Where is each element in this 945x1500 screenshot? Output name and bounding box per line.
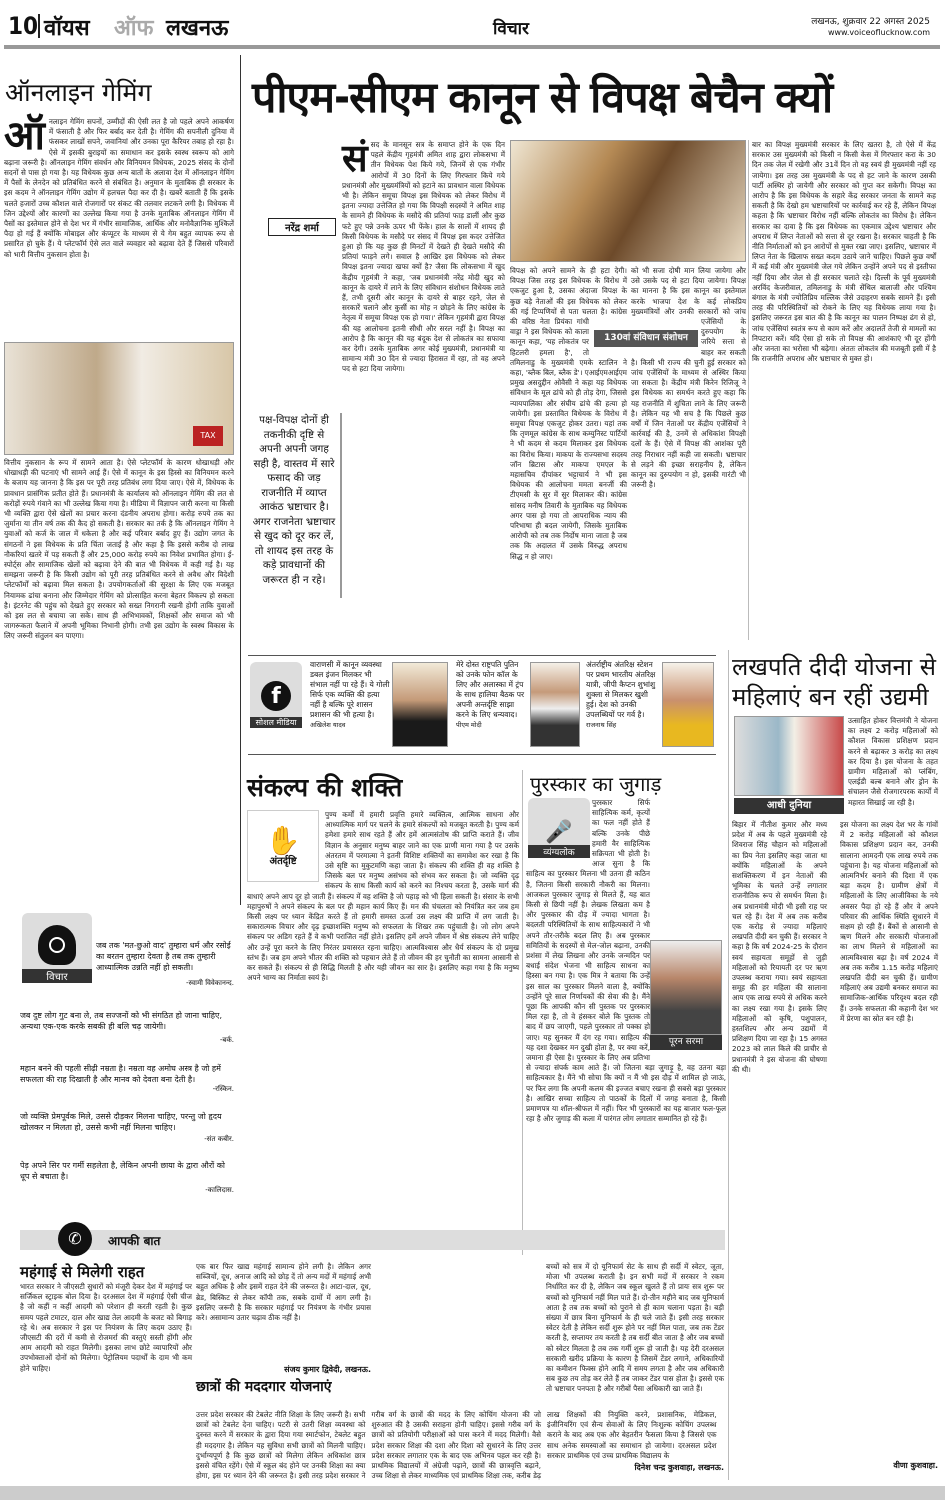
box-label: 130वां संविधान संशोधन	[604, 333, 688, 343]
author-photo	[650, 940, 722, 1035]
puraskar-title: पुरस्कार का जुगाड़	[530, 772, 662, 796]
column-divider	[728, 650, 729, 1480]
facebook-icon: f	[261, 681, 291, 711]
section-name: विचार	[493, 19, 530, 39]
post-rajnath	[586, 660, 714, 750]
gaming-article	[4, 113, 234, 342]
sankalp-title: संकल्प की शक्ति	[247, 773, 403, 802]
post-text	[310, 660, 390, 730]
lead-body-3: को भी सजा दोषी मान लिया जायेगा और उसे उसके पद से हटा दिया जायेगा। विपक्ष का मानना है कि इस कानून का इस्तेमाल करके भाजपा देश के कई लोकप्रिय मुख्यमंत्रियों और उनकी सरकारों को जांच एजेंसियों के दुरुपयोग के जरिये सत्ता से बाहर कर सकती है। किसी भी राज्य की चुनी हुई सरकार को जांच एजेंसियों के माध्यम से अस्थिर किया जा सकता है। केंद्रीय मंत्री किरेन रिजिजू ने इस विधेयक का समर्थन करते हुए कहा कि यह राजनीति में शुचिता लाने के लिए जरूरी है। लेकिन यह भी सच है कि पिछले कुछ वर्षों में जिन नेताओं पर केंद्रीय एजेंसियों ने कार्रवाई की है, उनमें से अधिकांश विपक्षी दलों के हैं। ऐसे में विपक्ष की आशंका पूरी तरह निराधार नहीं कही जा सकती। भ्रष्टाचार से लड़ने की इच्छा सराहनीय है, लेकिन कानून का दुरुपयोग न हो, इसकी गारंटी भी जरूरी है।	[631, 266, 746, 490]
tax-stamp-icon: TAX	[193, 426, 223, 446]
lead-col1	[342, 136, 505, 640]
letter-1-body: भारत सरकार ने जीएसटी सुधारों को मंजूरी देकर देश में महंगाई पर सर्जिकल स्ट्राइक बोल दिया है। दरअसल देश में महंगाई ऐसी चीज है जो कहीं न कहीं आदमी को परेशान ही करती रहती है। कुछ समय पहले टमाटर, दाल और खाद्य तेल आदमी के बजट को बिगाड़ रहे थे। अब सरकार ने इस पर नियंत्रण के लिए कदम उठाए हैं। जीएसटी की दरों में कमी से रोजमर्रा की वस्तुएं सस्ती होंगी और आम आदमी को राहत मिलेगी। इसका लाभ छोटे व्यापारियों और उपभोक्ताओं दोनों को मिलेगा। पेट्रोलियम पदार्थों के दाम भी कम होने चाहिए।	[20, 1282, 192, 1373]
lead-headline: पीएम-सीएम कानून से विपक्ष बेचैन क्यों	[252, 73, 833, 123]
social-media-badge	[250, 662, 302, 728]
masthead-rule	[4, 45, 940, 49]
pullquote-text: पक्ष-विपक्ष दोनों ही तकनीकी दृष्टि से अपनी अपनी जगह सही है, वास्तव में सारे फसाद की जड़ राजनीति में व्याप्त आकंठ भ्रष्टाचार है। अगर राजनेता भ्रष्टाचार से खुद को दूर कर लें, तो शायद इस तरह के कड़े प्रावधानों की जरूरत ही न रहे।	[252, 414, 336, 586]
post-author: अखिलेश यादव	[310, 721, 346, 729]
column-divider	[748, 140, 749, 640]
letter-2-title: छात्रों की मददगार योजनाएं	[196, 1379, 332, 1395]
quote-text: पेड़ अपने सिर पर गर्मी सहलेता है, लेकिन अपनी छाया के द्वारा औरों को धूप से बचाता है।	[20, 1161, 225, 1181]
website-link[interactable]: www.voiceoflucknow.com	[827, 28, 930, 37]
modi-photo	[530, 662, 580, 747]
quote-text: जब तक 'मत-छुओ वाद' तुम्हारा धर्म और रसोई का बरतन तुम्हारा देवता है तब तक तुम्हारी आध्यात्मिक उन्नति नहीं हो सकती।	[96, 941, 231, 972]
letter-1-col2	[196, 1262, 371, 1396]
letter-2-body-2: बच्चों को सत्र में दो यूनिफार्म सेट के साथ ही सर्दी में स्वेटर, जूता, मोजा भी उपलब्ध कराती है। इन सभी मदों में सरकार ने रकम निर्धारित कर दी है, लेकिन जब स्कूल खुलते हैं तो प्रायः सत्र शुरू पर बच्चों को यूनिफार्म नहीं मिल पाते हैं। दो-तीन महीने बाद जब यूनिफार्म आता है तब तक बच्चों को पुराने से ही काम चलाना पड़ता है। बड़ी संख्या में छात्र बिना यूनिफार्म के ही चले जाते हैं। इसी तरह सरकार स्वेटर देती है लेकिन सर्दी शुरू होने पर नहीं मिल पाता, जब तक टेंडर करती है, सप्लायर तय करती है तब सर्दी बीत जाता है और जब बच्चों को स्वेटर मिलता है तब तक गर्मी शुरू हो जाती है। यह देरी दरअसल सरकारी खरीद प्रक्रिया के कारण है जिसमें टेंडर लगाने, अधिकारियों का कमीशन फिक्स होने आदि में समय लगता है और जब अधिकारी सब कुछ तय तोड़ कर लेते हैं तब जाकर टेंडर पास होता है। इससे एक तो भ्रष्टाचार पनपता है और गरीबों पैसा अधिकारी खा जाते हैं।	[546, 1262, 724, 1394]
didi-headline-2: महिलाएं बन रहीं उद्यमी	[732, 683, 929, 711]
author-name: नरेंद्र शर्मा	[285, 223, 319, 234]
post-author: राजनाथ सिंह	[586, 721, 617, 729]
quote-1	[96, 940, 234, 988]
insight-badge	[247, 810, 319, 882]
hand-icon: ✋	[265, 823, 301, 857]
quote-text: महान बनने की पहली सीढ़ी नम्रता है। नम्रता वह अमोघ अस्त्र है जो हमें सफलता की राह दिखाती है और मानव को देवता बना देती है।	[20, 1064, 221, 1084]
column-divider	[522, 770, 523, 1255]
didi-headline-1: लखपति दीदी योजना से	[732, 653, 936, 681]
quote-author: -बर्क.	[219, 1036, 234, 1044]
author-caption: पूरन सरमा	[650, 1035, 722, 1050]
letter-1-body-2: एक बार फिर खाद्य महंगाई सामान्य होने लगी है। लेकिन अगर सब्जियों, दूध, अनाज आदि को छोड़ दें तो अन्य मदों में महंगाई अभी बहुत अधिक है और इसमें राहत देने की जरूरत है। आटा-दाल, दूध, ब्रेड, बिस्किट से लेकर कॉपी तक, सबके दामों में आग लगी है। इसलिए जरूरी है कि सरकार महंगाई पर नियंत्रण के गंभीर प्रयास करे। असामान्य उतार चढ़ाव ठीक नहीं है।	[196, 1262, 371, 1323]
author-box	[268, 218, 336, 236]
social-media-strip	[248, 655, 716, 755]
dateline: लखनऊ, शुक्रवार 22 अगस्त 2025	[811, 17, 930, 27]
letter-2-col4	[546, 1262, 724, 1473]
quote-author: -रस्किन.	[212, 1085, 234, 1093]
didi-col3	[840, 820, 938, 1480]
quote-author: -स्वामी विवेकानन्द.	[186, 979, 234, 987]
quote-2	[20, 1010, 234, 1045]
social-media-label: सोशल मीडिया	[250, 717, 302, 728]
letter-1-byline: संजय कुमार द्विवेदी, लखनऊ.	[284, 1365, 371, 1374]
satire-label: व्यंग्यलोक	[528, 845, 590, 858]
post-modi	[456, 660, 581, 750]
didi-body-3: इस योजना का लक्ष्य देश भर के गांवों में 2 करोड़ महिलाओं को कौशल विकास प्रशिक्षण प्रदान कर, उनकी सालाना आमदनी एक लाख रुपये तक पहुंचाना है। यह योजना महिलाओं को आत्मनिर्भर बनाने की दिशा में एक बड़ा कदम है। ग्रामीण क्षेत्रों में महिलाओं के लिए आजीविका के नये अवसर पैदा हो रहे हैं और वे अपने परिवार की आर्थिक स्थिति सुधारने में सक्षम हो रही हैं। बैंकों से आसानी से ऋण मिलने और सरकारी योजनाओं का लाभ मिलने से महिलाओं का आत्मविश्वास बढ़ा है। वर्ष 2024 में अब तक करीब 1.15 करोड़ महिलाएं लखपति दीदी बन चुकी हैं। ग्रामीण महिलाएं अब उद्यमी बनकर समाज का सामाजिक-आर्थिक परिदृश्य बदल रही हैं। उनके सफलता की कहानी देश भर में प्रेरणा का स्रोत बन रही है।	[840, 820, 938, 1023]
letter-2-body: उत्तर प्रदेश सरकार की टेबलेट नीति शिक्षा के लिए जरूरी है। सभी छात्रों को टेबलेट देना चाहिए। पटरी से उतरी शिक्षा व्यवस्था को दुरुस्त करने में सरकार के द्वारा दिया गया स्मार्टफोन, टेबलेट बहुत ही मददगार है। लेकिन यह सुविधा सभी छात्रों को मिलनी चाहिए। दुर्भाग्यपूर्ण है कि कुछ छात्रों को मिलेगा लेकिन अधिकांश छात्र इससे वंचित रहेंगे। ऐसे में स्कूल बंद होने पर उनकी शिक्षा का क्या होगा, इस पर ध्यान देने की जरूरत है। इसी तरह प्रदेश सरकार ने गरीब वर्ग के छात्रों की मदद के लिए कोचिंग योजना की जो शुरुआत की है उसकी सराहना होनी चाहिए। इससे गरीब वर्ग के छात्रों को प्रतियोगी परीक्षाओं को पास करने में मदद मिलेगी। वैसे प्रदेश सरकार शिक्षा की दशा और दिशा को सुधारने के लिए उत्तर प्रदेश सरकार लगातार एक के बाद एक अभिनव पहल कर रही है। प्राथमिक विद्यालयों में अंग्रेजी पढ़ाने, छात्रों की छात्रवृत्ति बढ़ाने, उच्च शिक्षा से लेकर माध्यमिक एवं प्राथमिक शिक्षा तक, करीब डेढ़ लाख शिक्षकों की नियुक्ति करने, प्रशासनिक, मेडिकल, इंजीनियरिंग एवं सैन्य सेवाओं के लिए निःशुल्क कोचिंग उपलब्ध कराने के बाद अब एक और बेहतरीन फैसला किया है जिससे एक साथ अनेक समस्याओं का समाधान हो जायेगा। दरअसल प्रदेश सरकार प्राथमिक एवं उच्च प्राथमिक विद्यालय के	[196, 1410, 717, 1481]
page-number: 10	[8, 12, 39, 40]
didi-body-1: उत्साहित होकर वित्तमंत्री ने योजना का लक्ष्य 2 करोड़ महिलाओं को कौशल विकास प्रशिक्षण प्रदान करने से बढ़ाकर 3 करोड़ का लक्ष्य कर दिया है। इस योजना के तहत ग्रामीण महिलाओं को प्लंबिंग, एलईडी बल्ब बनाने और ड्रोन के संचालन जैसे रोजगारपरक कार्यों में महारत सिखाई जा रही है।	[848, 716, 938, 807]
podium-icon: 🎤	[545, 820, 573, 845]
sankalp-article	[247, 810, 519, 1255]
quote-text: जो व्यक्ति प्रेमपूर्वक मिले, उससे दौड़कर मिलना चाहिए, परन्तु जो हृदय खोलकर न मिलता हो, उससे कभी नहीं मिलना चाहिए।	[20, 1112, 222, 1132]
lead-body-2: विपक्ष को अपने सामने के ही हटा देगी। विपक्ष जिस तरह इस विधेयक के विरोध में एकजुट हुआ है, उसका अंदाजा विपक्ष के कुछ बड़े नेताओं की इस विधेयक को लेकर की गई टिप्पणियों से पता चलता है। कांग्रेस की वरिष्ठ नेता प्रियंका गांधी वाड्रा ने इस विधेयक को काला कानून कहा, 'यह लोकतंत्र पर हिटलरी हमला है', तो तमिलनाडु के मुख्यमंत्री एमके स्टालिन ने कहा, 'ब्लैक बिल, ब्लैक डे'। एआईएमआईएम प्रमुख असदुद्दीन ओवैसी ने कहा यह विधेयक संविधान के मूल ढांचे को ही तोड़ देगा, जिससे न्यायपालिका और संघीय ढांचे की हत्या हो जायेगी। इस प्रस्तावित विधेयक के विरोध में समूचा विपक्ष एकजुट होकर उतरा। यहां तक कि तृणमूल कांग्रेस के साथ कम्युनिस्ट पार्टियों ने भी कदम से कदम मिलाकर इस विधेयक का विरोध किया। माकपा के राज्यसभा सदस्य जॉन ब्रिटास और माकपा एमएल के महासचिव दीपांकर भट्टाचार्य ने भी इस विधेयक की आलोचना ममता बनर्जी की टीएमसी के सुर में सुर मिलाकर की। कांग्रेस सांसद मनीष तिवारी के मुताबिक यह विधेयक अगर पास हो गया तो आपराधिक न्याय की परिभाषा ही बदल जायेगी, जिसके मुताबिक आरोपी को तब तक निर्दोष माना जाता है जब तक कि अदालत में उसके विरुद्ध अपराध सिद्ध न हो जाए।	[510, 266, 627, 561]
letters-banner-label: आपकी बात	[108, 1234, 161, 1248]
quote-5	[20, 1160, 234, 1195]
gaming-body-2: वित्तीय नुकसान के रूप में सामने आता है। ऐसे प्लेटफॉर्म के कारण धोखाधड़ी और धोखाधड़ी की घटनाएं भी सामने आई हैं। ऐसे में कानून के इस हिस्से का विनियमन करने के बजाय यह जानना है कि इस पर पूरी तरह प्रतिबंध लगा दिया जाए। ऐसे में, विधेयक के प्रावधान प्रासंगिक प्रतीत होते हैं। प्रधानमंत्री के कार्यालय को ऑनलाइन गेमिंग की लत से करोड़ों रुपये गंवाने का भी उल्लेख किया गया है। मीडिया में विज्ञापन जारी करना या किसी भी व्यक्ति द्वारा ऐसे खेलों का प्रचार करना दंडनीय अपराध होगा। करोड़ रुपये तक का जुर्माना या तीन वर्ष तक की कैद हो सकती है। सरकार का तर्क है कि ऑनलाइन गेमिंग ने युवाओं को कर्ज के जाल में धकेला है और कई परिवार बर्बाद हुए हैं। उद्योग जगत के संगठनों ने इस विधेयक के प्रति चिंता जताई है और कहा है कि इससे करीब दो लाख नौकरियां खतरे में पड़ सकती हैं और 25,000 करोड़ रुपये का निवेश प्रभावित होगा। ई-स्पोर्ट्स और सामाजिक खेलों को बढ़ावा देने की बात भी विधेयक में कही गई है। यह समझना जरूरी है कि किसी उद्योग को पूरी तरह प्रतिबंधित करने से अवैध और विदेशी प्लेटफॉर्मों को बढ़ावा मिल सकता है। उपयोगकर्ताओं की सुरक्षा के लिए एक मजबूत नियामक ढांचा बनाना और जिम्मेदार गेमिंग को प्रोत्साहित करना बेहतर विकल्प हो सकता है। इंटरनेट की पहुंच को देखते हुए सरकार को सख्त निगरानी रखनी होगी ताकि युवाओं को इस लत से बचाया जा सके। साथ ही अभिभावकों, शिक्षकों और समाज को भी जागरूकता फैलाने में अपनी भूमिका निभानी होगी। तभी इस उद्योग के स्वस्थ विकास के लिए जरूरी संतुलन बन पाएगा।	[4, 458, 234, 641]
didi-body-2: बिहार में नीतीश कुमार और मध्य प्रदेश में अब के पहले मुख्यमंत्री रहे शिवराज सिंह चौहान को महिलाओं का प्रिय नेता इसलिए कहा जाता था क्योंकि महिलाओं के अपने सशक्तिकरण में इन नेताओं की भूमिका के चलते उन्हें लगातार राजनीतिक रूप से समर्थन मिला है। अब प्रधानमंत्री मोदी भी इसी राह पर चल रहे हैं। देश में अब तक करीब एक करोड़ से ज्यादा महिलाएं लखपति दीदी बन चुकी हैं। सरकार ने कहा है कि वर्ष 2024-25 के दौरान स्वयं सहायता समूहों से जुड़ी महिलाओं को रियायती दर पर ऋण उपलब्ध कराया गया। स्वयं सहायता समूह की हर महिला की सालाना आय एक लाख रुपये से अधिक करने का लक्ष्य रखा गया है। इसके लिए महिलाओं को कृषि, पशुपालन, हस्तशिल्प और अन्य उद्यमों में प्रशिक्षण दिया जा रहा है। 15 अगस्त 2023 को लाल किले की प्राचीर से प्रधानमंत्री ने इस योजना की घोषणा की थी।	[732, 820, 827, 1074]
lead-body-1: सद के मानसून सत्र के समाप्त होने के एक दिन पहले केंद्रीय गृहमंत्री अमित शाह द्वारा लोकसभा में तीन विधेयक पेश किये गये, जिनमें से एक गंभीर आरोपों में 30 दिनों के लिए गिरफ्तार किये गये प्रधानमंत्री और मुख्यमंत्रियों को हटाने का प्रावधान वाला विधेयक भी है। लेकिन समूचा विपक्ष इस विधेयक को लेकर विरोध में इतना ज्यादा उत्तेजित हो गया कि विपक्षी सदस्यों ने अमित शाह के सामने ही विधेयक के मसौदे की प्रतियां फाड़ डालीं और कुछ फटे हुए पन्ने उनके ऊपर भी फेंके। हाल के सालों में शायद ही किसी विधेयक के मसौदे पर संसद में विपक्ष इस कदर उत्तेजित हुआ हो कि यह कुछ ही मिनटों में देखते ही देखते मसौदे की प्रतियां फाड़ने लगे। सवाल है आखिर इस विधेयक को लेकर विपक्ष इतना ज्यादा खफा क्यों है? जैसा कि लोकसभा में खुद केंद्रीय गृहमंत्री ने कहा, 'जब प्रधानमंत्री नरेंद्र मोदी खुद को कानून के दायरे में लाने के लिए संविधान संशोधन विधेयक लाते हैं, तभी दूसरी ओर कानून के दायरे से बाहर रहने, जेल से सरकारें चलाने और कुर्सी का मोह न छोड़ने के लिए कांग्रेस के नेतृत्व में समूचा विपक्ष एक हो गया।' लेकिन गृहमंत्री द्वारा विपक्ष की यह आलोचना इतनी सीधी और सरल नहीं है। विपक्ष का आरोप है कि कानून की यह बंदूक देश से लोकतंत्र का सफाया कर देगी। उसके मुताबिक अगर कोई मुख्यमंत्री, प्रधानमंत्री या सामान्य मंत्री 30 दिन से ज्यादा हिरासत में रहा, तो वह अपने पद से हटा दिया जायेगा।	[342, 140, 505, 374]
thoughts-label: विचार	[22, 969, 92, 983]
letter-2-byline: दिनेश चन्द्र कुशवाहा, लखनऊ.	[634, 1463, 724, 1472]
quote-author: -कालिदास.	[205, 1186, 234, 1194]
post-body: अंतर्राष्ट्रीय अंतरिक्ष स्टेशन पर प्रथम भारतीय अंतरिक्ष यात्री, जीपी कैप्टन शुभांशु शुक्ला से मिलकर खुशी हुई। देश को उनकी उपलब्धियों पर गर्व है।	[586, 660, 656, 719]
quote-text: जब दुष्ट लोग गुट बना ले, तब सज्जनों को भी संगठित हो जाना चाहिए, अन्यथा एक-एक करके सबकी ही बलि चढ़ जायेगी।	[20, 1011, 223, 1031]
dropcap: ऑ	[4, 113, 45, 159]
masthead-name-3: लखनऊ	[166, 16, 229, 41]
post-body: वाराणसी में कानून व्यवस्था डबल इंजन मिलकर भी संभाल नहीं पा रहे हैं। ये गोली सिर्फ एक व्यक्ति की हत्या नहीं है बल्कि पूरे शासन प्रशासन की भी हत्या है।	[310, 660, 390, 719]
lead-body-2-column	[510, 266, 627, 640]
post-body: मेरे दोस्त राष्ट्रपति पुतिन को उनके फोन कॉल के लिए और अलास्का में ट्रंप के साथ हालिया बैठक पर अपनी अन्तर्दृष्टि साझा करने के लिए धन्यवाद।	[456, 660, 525, 719]
constitution-amendment-box	[594, 330, 698, 347]
didi-tag: आधी दुनिया	[734, 798, 844, 814]
amit-shah-photo	[510, 140, 746, 262]
quote-4	[20, 1111, 234, 1144]
quote-author: -संत कबीर.	[204, 1135, 234, 1143]
post-text	[586, 660, 660, 730]
masthead-divider	[38, 14, 40, 38]
post-akhilesh	[310, 660, 450, 750]
phone-chat-icon: ✆	[58, 1222, 92, 1256]
thoughts-badge	[22, 913, 92, 983]
akhilesh-photo	[392, 662, 448, 747]
rajnath-photo	[662, 662, 714, 747]
didi-photo	[734, 716, 844, 796]
insight-label: अंतर्दृष्टि	[269, 855, 297, 867]
lead-dropcap: सं	[342, 136, 368, 180]
lead-body-3-column	[631, 266, 746, 640]
masthead-name-1: वॉयस	[44, 16, 90, 41]
didi-byline: वीणा कुशवाहा.	[893, 1461, 938, 1470]
quote-3	[20, 1063, 234, 1094]
masthead	[8, 12, 938, 42]
lead-body-right: बार का विपक्ष मुख्यमंत्री सरकार के लिए खतरा है, तो ऐसे में केंद्र सरकार उस मुख्यमंत्री को किसी न किसी केस में गिरफ्तार करा के 30 दिन तक जेल में रखेगी और 31वें दिन तो वह स्वयं ही मुख्यमंत्री नहीं रह जायेगा। इस तरह उस मुख्यमंत्री के पद से हट जाने के कारण उसकी पार्टी अस्थिर हो जायेगी और सरकार को गुप्त कर सकेगी। विपक्ष का आरोप है कि इस विधेयक के सहारे केंद्र सरकार जनता के सामने कह सकती है कि देखो हम भ्रष्टाचारियों पर कार्रवाई कर रहे हैं, लेकिन विपक्ष कहता है कि भ्रष्टाचार विरोध नहीं बल्कि लोकतंत्र का विरोध है। लेकिन सरकार का दावा है कि इस विधेयक का एकमात्र उद्देश्य भ्रष्टाचार और अपराध में लिप्त नेताओं को सत्ता से दूर रखना है। सरकार चाहती है कि नीति निर्माताओं को इन आरोपों से मुक्त रखा जाए। इसलिए, भ्रष्टाचार में लिप्त नेता के खिलाफ सख्त कदम उठाये जाने चाहिए। पिछले कुछ वर्षों में कई मंत्री और मुख्यमंत्री जेल गये लेकिन उन्होंने अपने पद से इस्तीफा नहीं दिया और जेल से ही सरकार चलाते रहे। दिल्ली के पूर्व मुख्यमंत्री अरविंद केजरीवाल, तमिलनाडु के मंत्री सेंथिल बालाजी और पश्चिम बंगाल के मंत्री ज्योतिप्रिय मल्लिक जैसे उदाहरण सबके सामने हैं। इसी तरह की परिस्थितियों को रोकने के लिए यह विधेयक लाया गया है। इसलिए जरूरत इस बात की है कि कानून का पालन निष्पक्ष ढंग से हो, जांच एजेंसियां स्वतंत्र रूप से काम करें और अदालतें तेजी से मामलों का निपटारा करें। यदि ऐसा हो सके तो विपक्ष की आशंकाएं भी दूर होंगी और जनता का भरोसा भी बढ़ेगा। अंततः लोकतंत्र की मजबूती इसी में है कि राजनीति अपराध और भ्रष्टाचार से मुक्त हो।	[752, 140, 936, 364]
pm-tax-photo	[4, 342, 234, 455]
pullquote	[252, 413, 342, 598]
sankalp-body: पुण्य कर्मों में हमारी प्रवृत्ति हमारे व्यक्तित्व, आत्मिक साधना और आध्यात्मिक मार्ग पर चलने के हमारे संकल्पों को मजबूत करती है। पुण्य कर्म हमेशा हमारे साथ रहते हैं और हमें आत्मसंतोष की प्राप्ति कराते हैं। जीव विज्ञान के अनुसार मनुष्य बाहर जाने का एक प्राणी माना गया है पर उसके अंतरतम में परमात्मा ने इतनी विशिष्ट शक्तियों का समावेश कर रखा है कि उसे सृष्टि का मुकुटमणि कहा जाता है। संकल्प की शक्ति ही वह शक्ति है जिसके बल पर मनुष्य असंभव को संभव कर सकता है। जो व्यक्ति दृढ़ संकल्प के साथ किसी कार्य को करने का निश्चय करता है, उसके मार्ग की बाधाएं अपने आप दूर हो जाती हैं। संकल्प में वह शक्ति है जो पहाड़ को भी हिला सकती है। संसार के सभी महापुरुषों ने अपने संकल्प के बल पर ही महान कार्य किए हैं। मन की चंचलता को नियंत्रित कर जब हम किसी लक्ष्य पर ध्यान केंद्रित करते हैं तो हमारी समस्त ऊर्जा उस लक्ष्य की प्राप्ति में लग जाती है। सकारात्मक विचार और दृढ़ इच्छाशक्ति मनुष्य को सफलता के शिखर तक पहुंचाती है। जो लोग अपने संकल्प पर अडिग रहते हैं वे कभी पराजित नहीं होते। इसलिए हमें अपने जीवन में श्रेष्ठ संकल्प लेने चाहिए और उन्हें पूरा करने के लिए निरंतर प्रयासरत रहना चाहिए। आत्मविश्वास और धैर्य संकल्प के दो प्रमुख स्तंभ हैं। जब हम अपने भीतर की शक्ति को पहचान लेते हैं तो जीवन की हर चुनौती का सामना आसानी से कर सकते हैं। संकल्प से ही सिद्धि मिलती है और यही जीवन का सार है। इसलिए कहा गया है कि मनुष्य अपने भाग्य का निर्माता स्वयं है।	[247, 810, 519, 983]
post-author: पीएम मोदी	[456, 721, 482, 729]
column-divider	[240, 55, 241, 905]
badge-spacer	[526, 798, 592, 860]
head-icon	[38, 925, 76, 965]
post-text	[456, 660, 528, 730]
footer-bar	[0, 1486, 945, 1500]
gaming-title: ऑनलाइन गेमिंग	[5, 78, 152, 107]
masthead-name-2: ऑफ	[114, 16, 154, 41]
letter-1-title: महंगाई से मिलेगी राहत	[20, 1263, 145, 1281]
puraskar-body: पुरस्कार सिर्फ साहित्यिक कर्म, कृत्यों का फल नहीं होते हैं बल्कि उनके पीछे हमारी वैर साहित्यिक सक्रियता भी होती है। आज सुना है कि साहित्य का पुरस्कार मिलना भी उतना ही कठिन है, जितना किसी सरकारी नौकरी का मिलना। आजकल पुरस्कार जुगाड़ से मिलते हैं, यह बात किसी से छिपी नहीं है। लेखक लिखता कम है और पुरस्कार की दौड़ में ज्यादा भागता है। बदलती परिस्थितियों के साथ साहित्यकारों ने भी अपने तौर-तरीके बदल लिए हैं। अब पुरस्कार समितियों के सदस्यों से मेल-जोल बढ़ाना, उनकी प्रशंसा में लेख लिखना और उनके जन्मदिन पर बधाई संदेश भेजना भी साहित्य साधना का हिस्सा बन गया है। एक मित्र ने बताया कि उन्हें इस साल का पुरस्कार मिलने वाला है, क्योंकि उन्होंने पूरे साल निर्णायकों की सेवा की है। मैंने पूछा कि आपकी कौन सी पुस्तक पर पुरस्कार मिल रहा है, तो वे हंसकर बोले कि पुस्तक तो बाद में छप जाएगी, पहले पुरस्कार तो पक्का हो जाए। यह सुनकर मैं दंग रह गया। साहित्य की यह दशा देखकर मन दुखी होता है, पर क्या करें, जमाना ही ऐसा है। पुरस्कार के लिए अब प्रतिभा से ज्यादा संपर्क काम आते हैं। जो जितना बड़ा जुगाड़ू है, वह उतना बड़ा साहित्यकार है। मैंने भी सोचा कि क्यों न मैं भी इस दौड़ में शामिल हो जाऊं, पर फिर लगा कि अपनी कलम की इज्जत बचाए रखना ही सबसे बड़ा पुरस्कार है। आखिर सच्चा साहित्य तो पाठकों के दिलों में जगह बनाता है, किसी प्रमाणपत्र या शॉल-श्रीफल में नहीं। फिर भी पुरस्कारों का यह बाजार फल-फूल रहा है और जुगाड़ की कला में पारंगत लोग लगातार सम्मानित हो रहे हैं।	[526, 798, 726, 1124]
gaming-body-1: नलाइन गेमिंग सपनों, उम्मीदों की ऐसी लत है जो पहले अपने आकर्षण में फंसाती है और फिर बर्बाद कर देती है। गेमिंग की सपनीली दुनिया में फंसकर लाखों सपने, जवानियां और उनका पूरा कैरियर तबाह हो रहा है। ऐसे में इसकी बुराइयों का समाधान कर इसके स्वस्थ स्वरूप को आगे बढ़ाना जरूरी है। ऑनलाइन गेमिंग संवर्धन और विनियमन विधेयक, 2025 संसद के दोनों सदनों से पास हो गया है। यह विधेयक कुछ अन्य बातों के अलावा देश में ऑनलाइन गेमिंग में पैसों के लेनदेन को प्रतिबंधित करने से संबंधित है। अनुमान के मुताबिक ही सरकार के इस कदम ने ऑनलाइन गेमिंग उद्योग में हलचल पैदा कर दी है। खबरें बताती हैं कि इसके चलते हजारों उच्च कौशल वाले रोजगारों पर संकट की तलवार लटकने लगी है। विधेयक में जिन उद्देश्यों और कारणों का उल्लेख किया गया है उनके मुताबिक ऑनलाइन गेमिंग में पैसों का इस्तेमाल होने से देश भर में गंभीर सामाजिक, आर्थिक और मनोवैज्ञानिक मुश्किलें पैदा हो गई हैं क्योंकि मोबाइल और कंप्यूटर के माध्यम से ये गेम बहुत व्यापक रूप से प्रसारित हो चुके हैं। ये प्लेटफॉर्म ऐसे लत वाले व्यवहार को बढ़ावा देते हैं जिससे परिवारों को भारी वित्तीय नुकसान होता है।	[4, 117, 234, 259]
